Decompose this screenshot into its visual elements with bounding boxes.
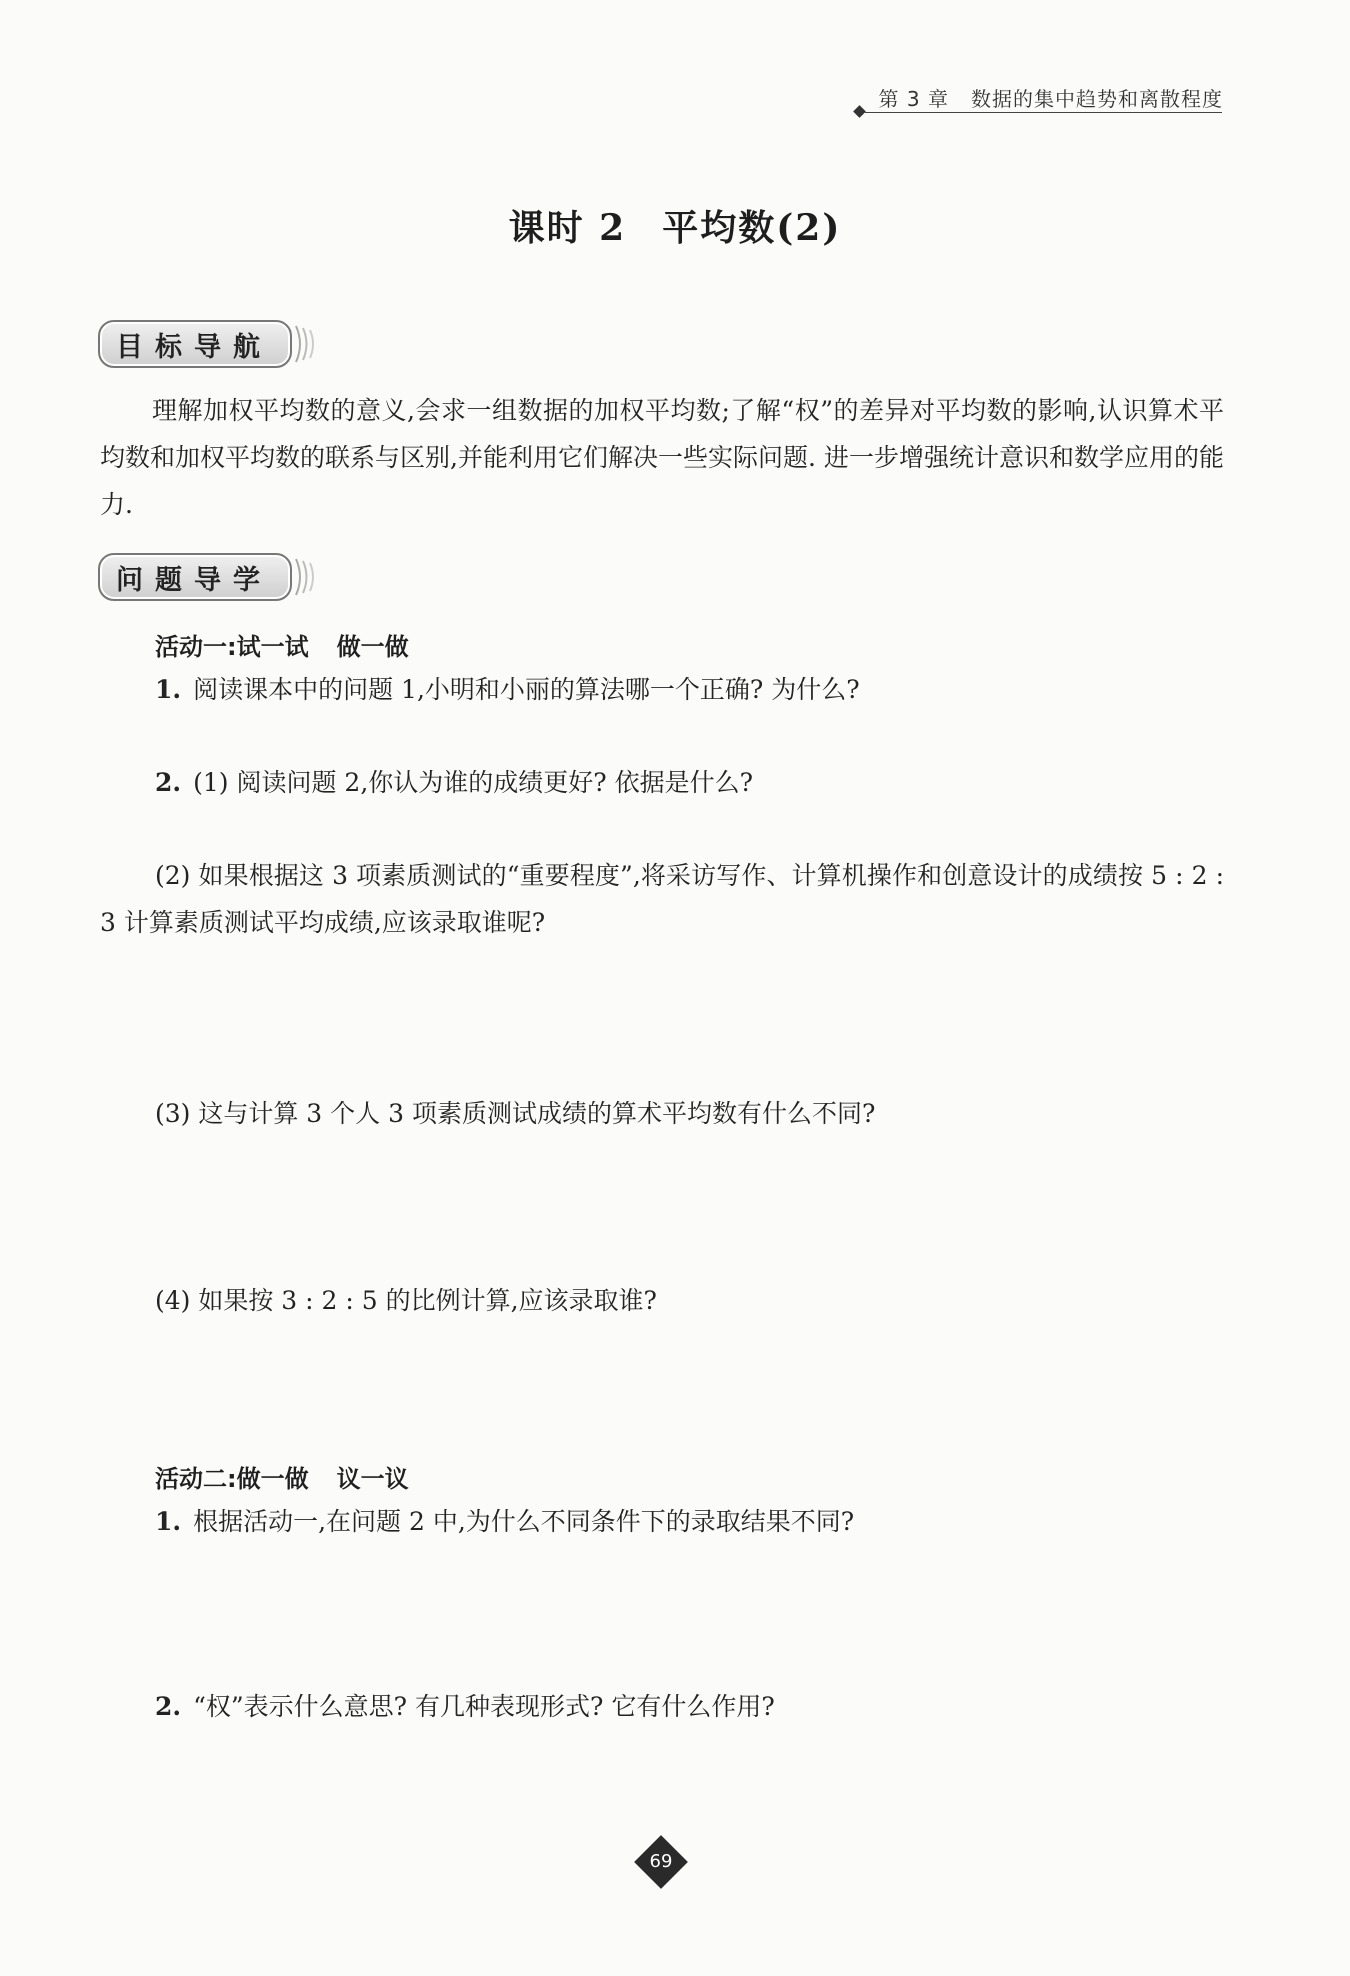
question-2-1 xyxy=(155,1498,854,1545)
section-guide-tab xyxy=(98,553,320,601)
goal-paragraph: 理解加权平均数的意义,会求一组数据的加权平均数;了解“权”的差异对平均数的影响,认识算术平均数和加权平均数的联系与区别,并能利用它们解决一些实际问题. 进一步增强统计意识和数学应用的能力. xyxy=(100,396,1224,519)
question-text: 根据活动一,在问题 2 中,为什么不同条件下的录取结果不同? xyxy=(193,1507,855,1536)
question-1-2 xyxy=(155,759,753,806)
question-number: 2. xyxy=(155,1692,182,1721)
header-rule xyxy=(865,112,1222,113)
activity-1-title-2: 做一做 xyxy=(336,633,409,661)
question-number: 1. xyxy=(155,675,182,704)
question-number: 2. xyxy=(155,768,182,797)
activity-2-title: 活动二:做一做 xyxy=(155,1465,309,1493)
question-2-2 xyxy=(155,1683,775,1730)
section-guide-label: 问题导学 xyxy=(98,553,292,601)
activity-2-title-2: 议一议 xyxy=(336,1465,409,1493)
question-text: (1) 阅读问题 2,你认为谁的成绩更好? 依据是什么? xyxy=(193,768,754,797)
section-arcs-icon xyxy=(294,553,320,601)
question-text: 阅读课本中的问题 1,小明和小丽的算法哪一个正确? 为什么? xyxy=(193,675,860,704)
page-number: 69 xyxy=(649,1851,673,1872)
activity-1-title: 活动一:试一试 xyxy=(155,633,309,661)
question-text: “权”表示什么意思? 有几种表现形式? 它有什么作用? xyxy=(193,1692,775,1721)
question-1-2-part-4: (4) 如果按 3 : 2 : 5 的比例计算,应该录取谁? xyxy=(155,1286,657,1315)
activity-2-heading xyxy=(155,1459,409,1494)
section-goal-tab xyxy=(98,320,320,368)
header-diamond-icon xyxy=(853,105,866,118)
question-1-1 xyxy=(155,666,860,713)
lesson-topic: 平均数(2) xyxy=(662,207,842,249)
question-1-2-part-2: (2) 如果根据这 3 项素质测试的“重要程度”,将采访写作、计算机操作和创意设计的成绩按 5 : 2 : 3 计算素质测试平均成绩,应该录取谁呢? xyxy=(100,861,1224,937)
question-number: 1. xyxy=(155,1507,182,1536)
page-title xyxy=(0,200,1350,251)
chapter-number: 第 3 章 xyxy=(878,87,949,111)
lesson-number: 课时 2 xyxy=(508,207,627,249)
chapter-title: 数据的集中趋势和离散程度 xyxy=(971,87,1223,111)
question-1-2-part-3: (3) 这与计算 3 个人 3 项素质测试成绩的算术平均数有什么不同? xyxy=(155,1099,876,1128)
activity-1-heading xyxy=(155,627,409,662)
page-number-badge xyxy=(640,1841,682,1883)
section-goal-label: 目标导航 xyxy=(98,320,292,368)
section-arcs-icon xyxy=(294,320,320,368)
